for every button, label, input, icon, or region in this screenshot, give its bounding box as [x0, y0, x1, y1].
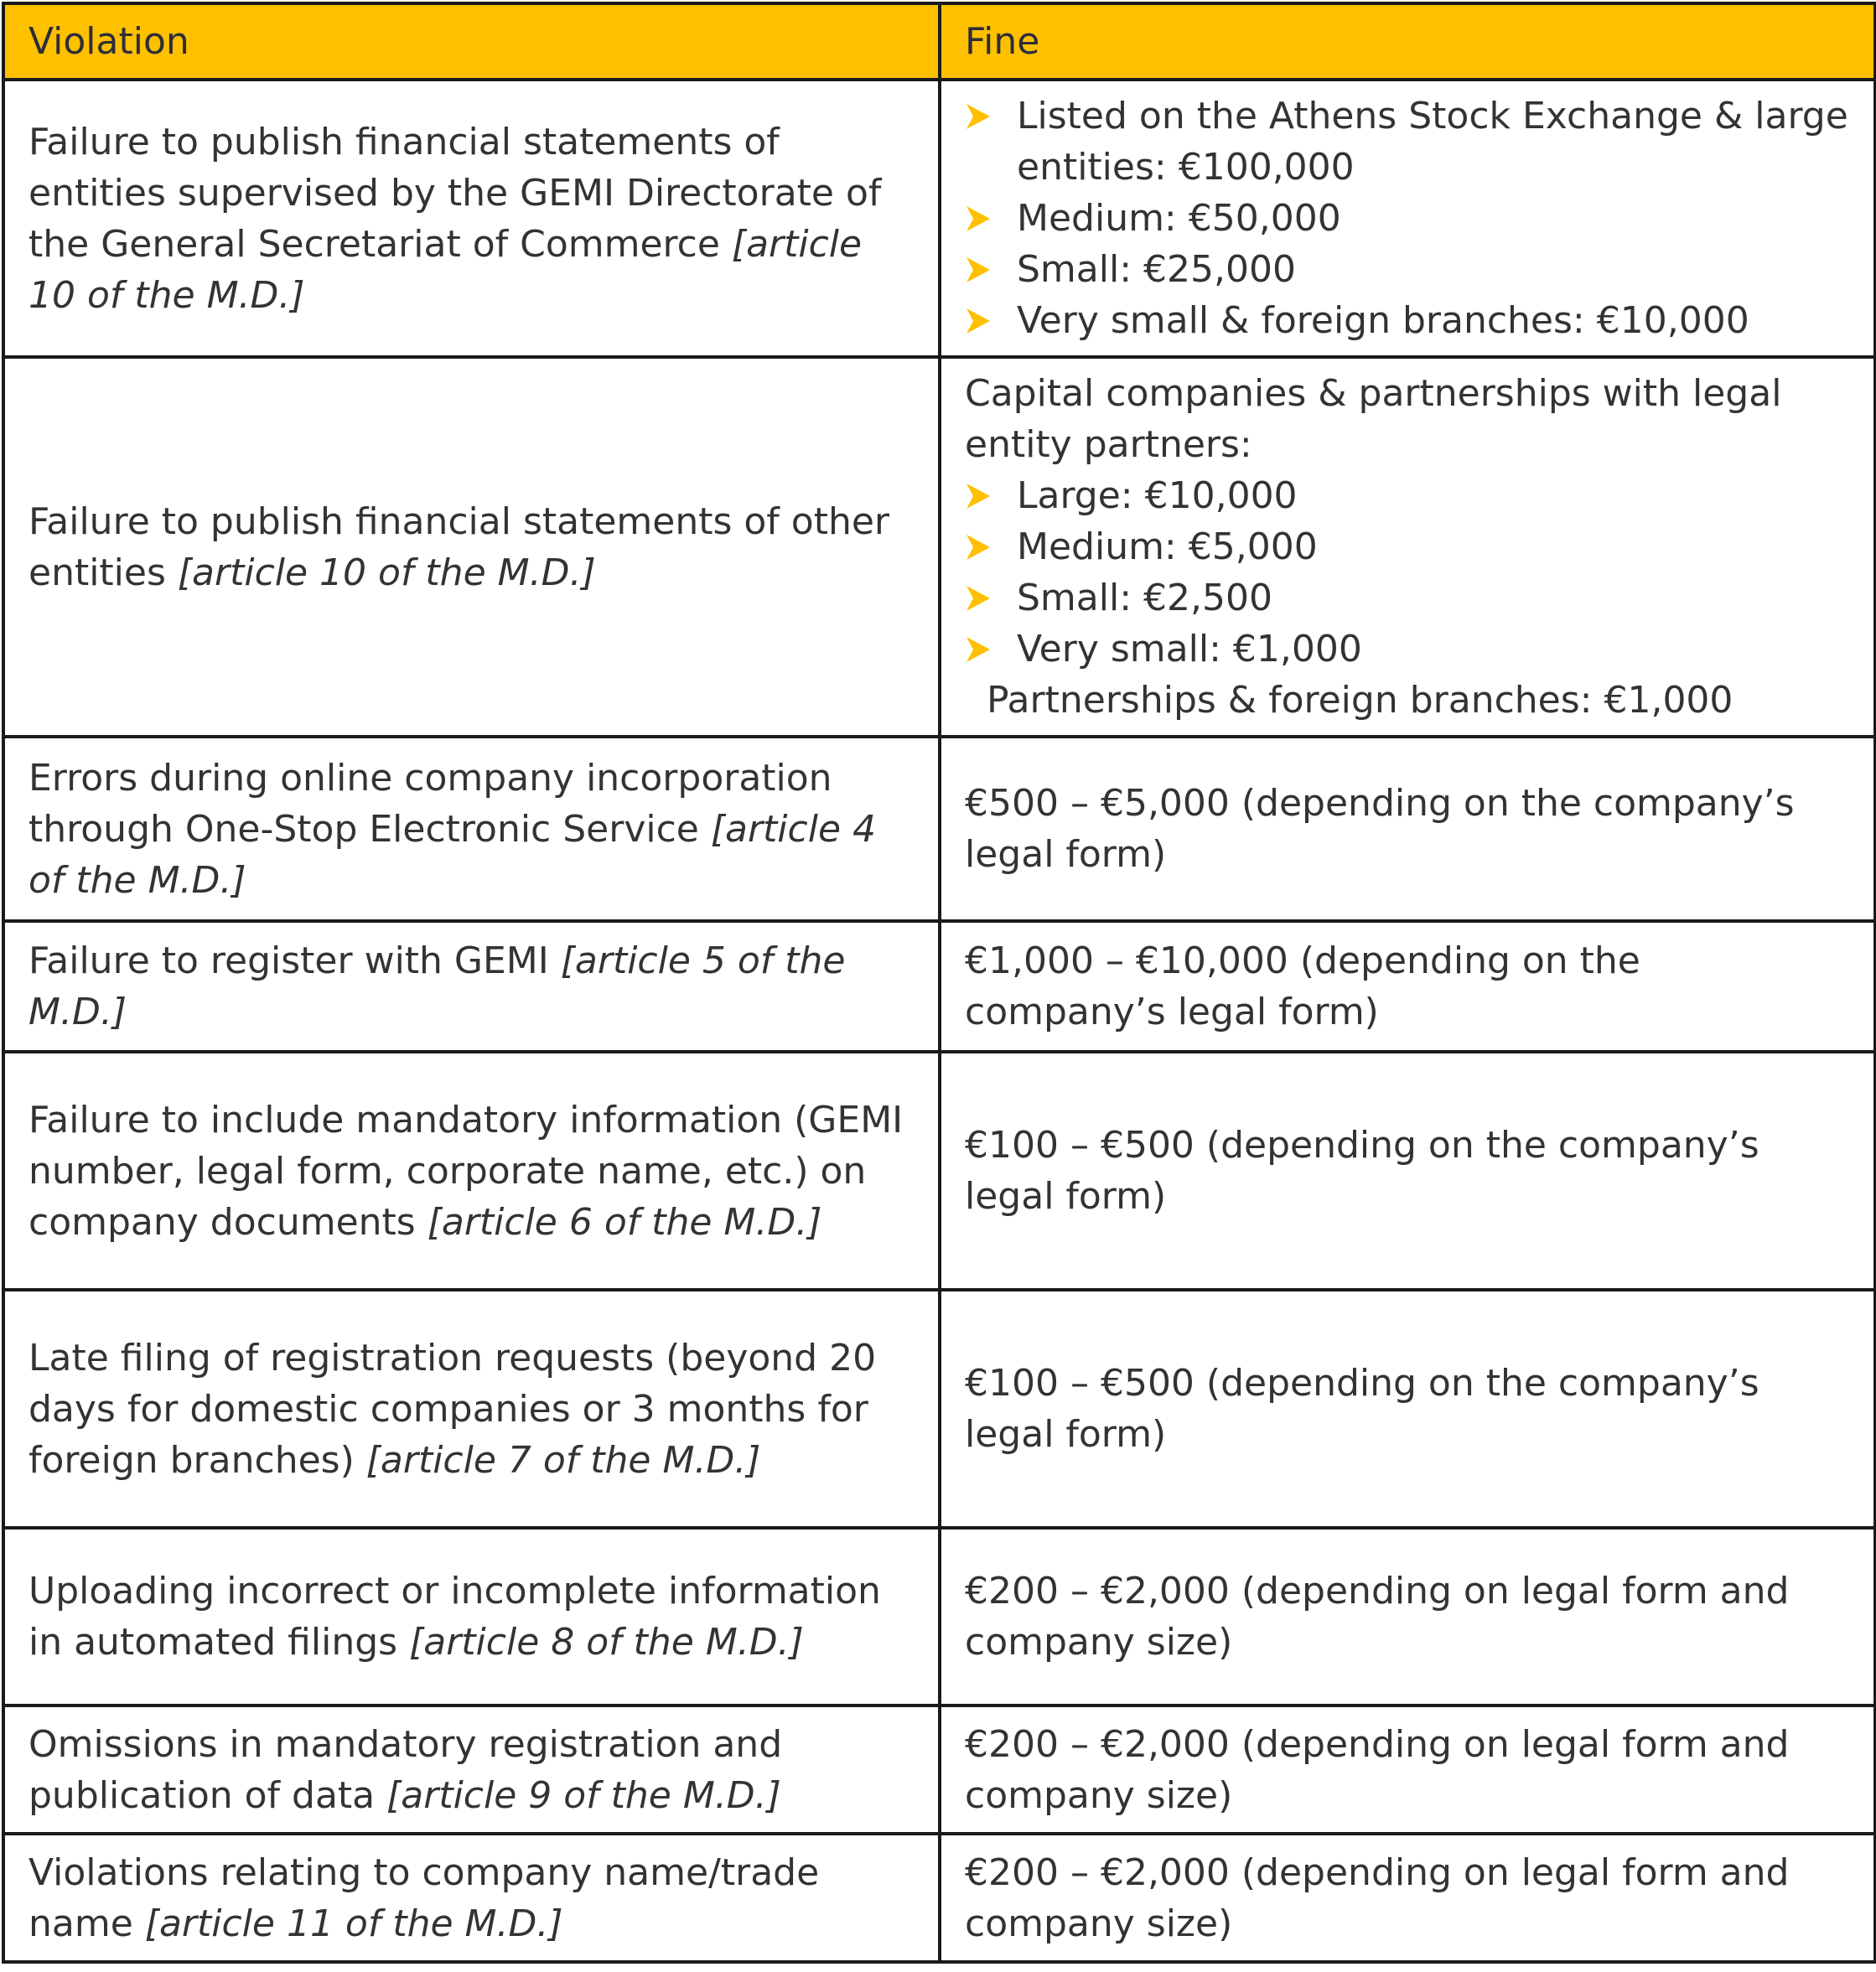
arrow-bullet-icon: [967, 308, 990, 334]
violation-text: Failure to include mandatory information (GEMI number, legal form, corporate name, etc.) on company documents: [29, 1098, 904, 1244]
table-row: [3, 1705, 1875, 1834]
article-citation: [article 6 of the M.D.]: [427, 1200, 822, 1244]
violation-text: Failure to register with GEMI: [29, 939, 561, 982]
fine-item-text: Listed on the Athens Stock Exchange & large entities: €100,000: [1017, 95, 1848, 189]
fine-cell: €200 – €2,000 (depending on legal form and company size): [940, 1705, 1875, 1834]
list-item: [965, 193, 1850, 244]
arrow-bullet-icon: [967, 586, 990, 611]
fine-item-text: Small: €25,000: [1017, 248, 1296, 291]
article-citation: [article 11 of the M.D.]: [144, 1902, 563, 1945]
article-citation: [article 10 of the M.D.]: [29, 222, 863, 317]
violation-cell: [3, 921, 940, 1052]
arrow-bullet-icon: [967, 206, 990, 231]
list-item: [965, 91, 1850, 193]
article-citation: [article 10 of the M.D.]: [177, 551, 596, 594]
fine-cell: €100 – €500 (depending on the company’s legal form): [940, 1052, 1875, 1290]
article-citation: [article 8 of the M.D.]: [409, 1621, 804, 1664]
violation-cell: [3, 1834, 940, 1962]
list-item: [965, 624, 1850, 675]
table-row: [3, 1052, 1875, 1290]
table-row: [3, 357, 1875, 737]
article-citation: [article 5 of the M.D.]: [29, 939, 846, 1033]
list-item: [965, 572, 1850, 624]
list-item: [965, 244, 1850, 295]
violation-text: Omissions in mandatory registration and publication of data: [29, 1722, 783, 1817]
violation-cell: [3, 1528, 940, 1705]
table-row: [3, 1834, 1875, 1962]
article-citation: [article 4 of the M.D.]: [29, 807, 876, 902]
violation-cell: [3, 357, 940, 737]
fine-list: [965, 470, 1850, 675]
violation-text: Failure to publish financial statements of other entities: [29, 499, 889, 594]
list-item: [965, 470, 1850, 521]
arrow-bullet-icon: [967, 637, 990, 662]
table-row: [3, 1528, 1875, 1705]
arrow-bullet-icon: [967, 535, 990, 560]
fine-cell: €500 – €5,000 (depending on the company’s legal form): [940, 737, 1875, 921]
fine-item-text: Small: €2,500: [1017, 577, 1272, 619]
article-citation: [article 7 of the M.D.]: [365, 1438, 761, 1482]
violation-text: Violations relating to company name/trade name: [29, 1850, 820, 1945]
fine-item-text: Very small & foreign branches: €10,000: [1017, 299, 1749, 342]
list-item: [965, 521, 1850, 572]
fine-cell: €1,000 – €10,000 (depending on the company’s legal form): [940, 921, 1875, 1052]
violation-cell: [3, 80, 940, 357]
arrow-bullet-icon: [967, 484, 990, 509]
violation-cell: [3, 1705, 940, 1834]
fine-note: Partnerships & foreign branches: €1,000: [987, 679, 1733, 722]
list-item: [965, 295, 1850, 346]
violation-text: Errors during online company incorporation through One-Stop Electronic Service: [29, 756, 832, 851]
violation-cell: [3, 1290, 940, 1528]
violation-text: Failure to publish financial statements of entities supervised by the GEMI Directorate of the General Secretariat of Commerce: [29, 120, 882, 266]
fine-item-text: Large: €10,000: [1017, 474, 1298, 517]
table-row: [3, 921, 1875, 1052]
arrow-bullet-icon: [967, 104, 990, 129]
fine-cell: [940, 357, 1875, 737]
fine-cell: €200 – €2,000 (depending on legal form and company size): [940, 1528, 1875, 1705]
violation-cell: [3, 1052, 940, 1290]
fine-item-text: Medium: €5,000: [1017, 525, 1318, 568]
fine-item-text: Medium: €50,000: [1017, 197, 1341, 240]
header-fine: Fine: [940, 3, 1875, 80]
fine-list: [965, 91, 1850, 346]
fines-table: [2, 2, 1876, 1964]
fine-cell: €200 – €2,000 (depending on legal form and company size): [940, 1834, 1875, 1962]
arrow-bullet-icon: [967, 257, 990, 282]
header-row: [3, 3, 1875, 80]
fine-cell: €100 – €500 (depending on the company’s legal form): [940, 1290, 1875, 1528]
violation-cell: [3, 737, 940, 921]
header-violation: Violation: [3, 3, 940, 80]
violation-text: Late filing of registration requests (beyond 20 days for domestic companies or 3 months for foreign branches): [29, 1336, 877, 1482]
table-row: [3, 1290, 1875, 1528]
table-row: [3, 737, 1875, 921]
fine-cell: [940, 80, 1875, 357]
fine-intro: Capital companies & partnerships with legal entity partners:: [965, 372, 1782, 466]
violation-text: Uploading incorrect or incomplete information in automated filings: [29, 1570, 881, 1664]
fine-item-text: Very small: €1,000: [1017, 628, 1362, 670]
table-row: [3, 80, 1875, 357]
article-citation: [article 9 of the M.D.]: [386, 1773, 781, 1817]
